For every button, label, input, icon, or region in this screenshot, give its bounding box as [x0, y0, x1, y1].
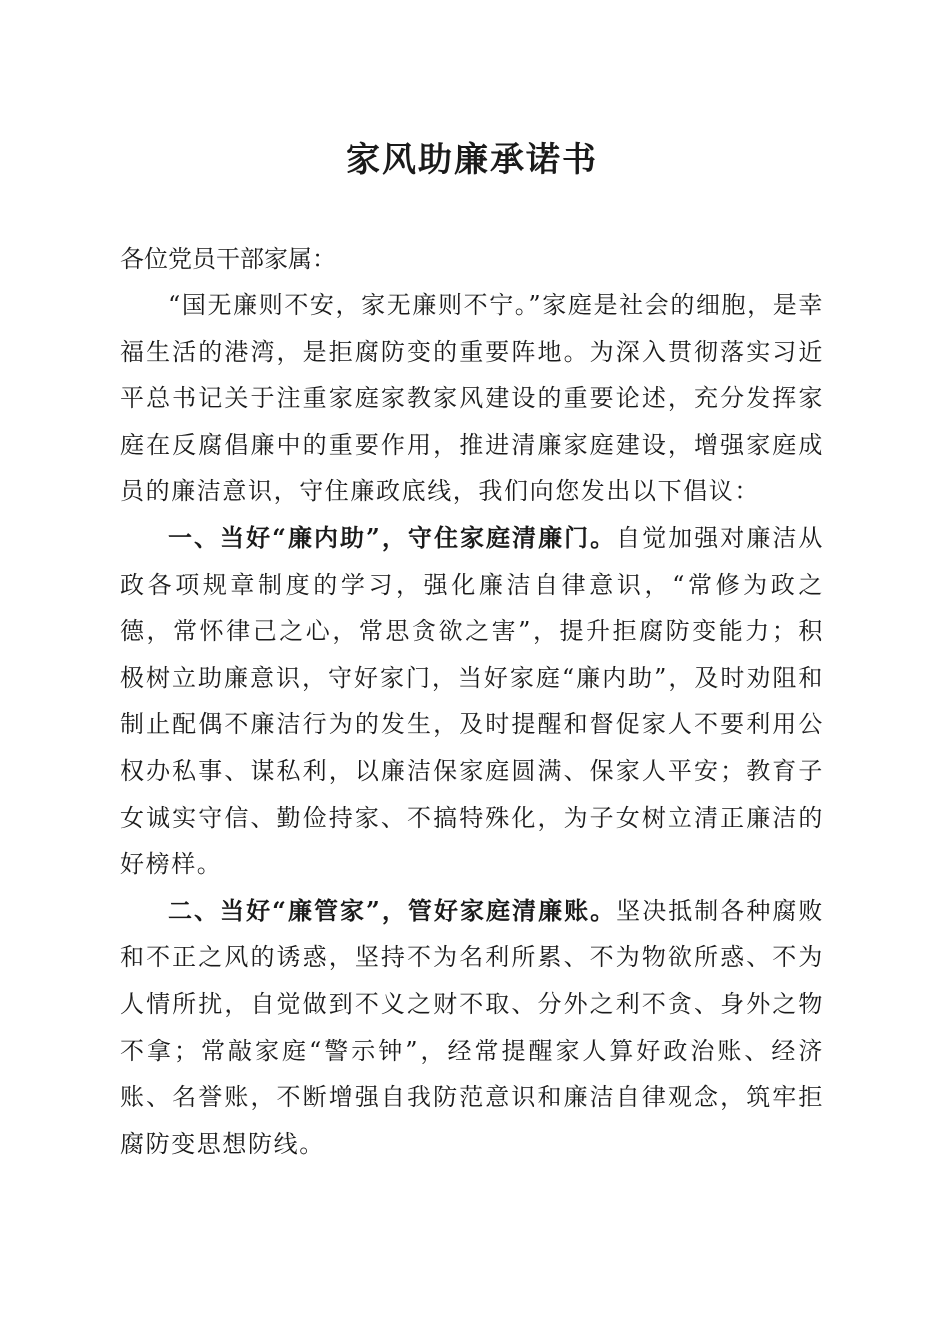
document-page [120, 130, 824, 1167]
section-2-paragraph [120, 888, 824, 1168]
document-title: 家风助廉承诺书 [346, 140, 598, 180]
section-2-heading: 二、当好“廉管家”，管好家庭清廉账。 [168, 895, 617, 925]
intro-paragraph: “国无廉则不安，家无廉则不宁。”家庭是社会的细胞，是幸福生活的港湾，是拒腐防变的重要阵地。为深入贯彻落实习近平总书记关于注重家庭家教家风建设的重要论述，充分发挥家庭在反腐倡廉中的重要作用，推进清廉家庭建设，增强家庭成员的廉洁意识，守住廉政底线，我们向您发出以下倡议： [120, 291, 824, 506]
salutation: 各位党员干部家属： [120, 245, 336, 273]
section-1-body: 自觉加强对廉洁从政各项规章制度的学习，强化廉洁自律意识，“常修为政之德，常怀律己之心，常思贪欲之害”，提升拒腐防变能力；积极树立助廉意识，守好家门，当好家庭“廉内助”，及时劝阻和制止配偶不廉洁行为的发生，及时提醒和督促家人不要利用公权办私事、谋私利，以廉洁保家庭圆满、保家人平安；教育子女诚实守信、勤俭持家、不搞特殊化，为子女树立清正廉洁的好榜样。 [120, 523, 824, 879]
section-1-paragraph [120, 515, 824, 888]
section-1-heading: 一、当好“廉内助”，守住家庭清廉门。 [168, 522, 617, 552]
section-2-body: 坚决抵制各种腐败和不正之风的诱惑，坚持不为名利所累、不为物欲所惑、不为人情所扰，自觉做到不义之财不取、分外之利不贪、身外之物不拿；常敲家庭“警示钟”，经常提醒家人算好政治账、经济账、名誉账，不断增强自我防范意识和廉洁自律观念，筑牢拒腐防变思想防线。 [120, 896, 824, 1158]
